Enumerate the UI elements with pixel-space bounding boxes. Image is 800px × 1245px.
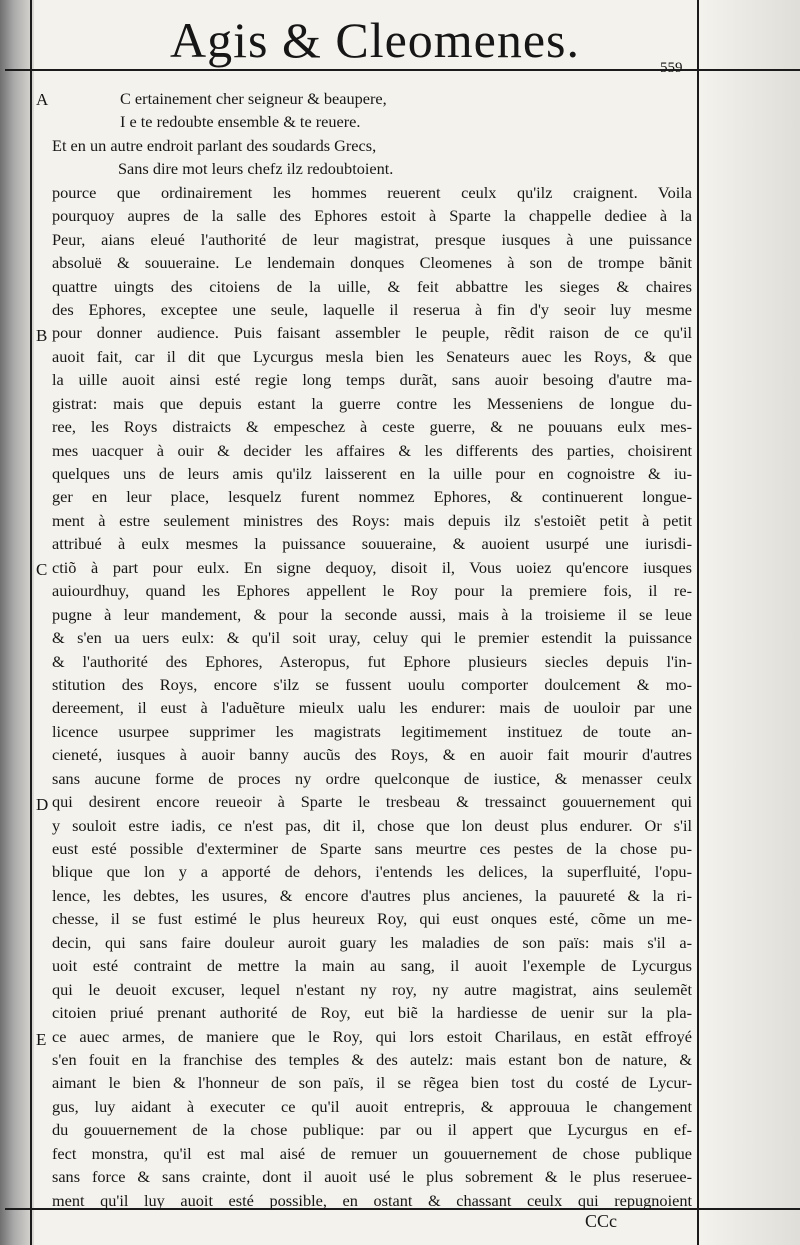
text-line: ree, les Roys distraicts & empeschez à ceste guerre, & ne pouuans eulx mes- (52, 417, 692, 437)
text-line: uoit esté contraint de mettre la main au sang, il auoit l'exemple de Lycurgus (52, 956, 692, 976)
verse-line: Sans dire mot leurs chefz ilz redoubtoient. (118, 159, 394, 179)
text-line: fect monstra, qu'il est mal aisé de remuer un gouuernement de chose publique (52, 1143, 692, 1163)
left-margin-rule (30, 0, 32, 1245)
text-line: dereement, il eust à l'aduẽture mieulx ualu les endurer: mais de uouloir par une (52, 698, 692, 718)
margin-letter-e: E (36, 1030, 47, 1049)
text-line: quelques uns de leurs amis qu'ilz laisserent en la uille pour en cognoistre & iu- (52, 464, 692, 483)
text-line: absoluë & souueraine. Le lendemain donques Cleomenes à son de trompe bãnit (52, 253, 692, 273)
text-line: cieneté, iusques à auoir banny aucũs des Roys, & en auoir fait mourir d'autres (52, 745, 692, 765)
scan-edge-shadow (700, 0, 800, 1245)
text-line: & s'en ua uers eulx: & qu'il soit uray, celuy qui le premier estendit la puissance (52, 628, 692, 648)
page-number: 559 (660, 60, 683, 76)
prose-intro-line: Et en un autre endroit parlant des soudards Grecs, (52, 135, 377, 155)
verse-line: I e te redoubte ensemble & te reuere. (120, 112, 361, 132)
running-title: Agis & Cleomenes. (170, 12, 581, 68)
text-line: pource que ordinairement les hommes reuerent ceulx qu'ilz craignent. Voila (52, 182, 692, 202)
text-line: y souloit estre iadis, ce n'est pas, dit il, chose que lon deust plus endurer. Or s'il (52, 815, 692, 835)
text-line: pourquoy aupres de la salle des Ephores estoit à Sparte la chappelle dediee à la (52, 206, 692, 226)
prose-paragraph (52, 181, 692, 1212)
text-line: aimant le bien & l'honneur de son païs, il se rẽgea bien tost du costé de Lycur- (52, 1073, 692, 1093)
scan-gutter-shadow (0, 0, 34, 1245)
text-line: quattre uingts des citoiens de la uille, & feit abbattre les sieges & chaires (52, 276, 692, 296)
text-line: pugne à leur mandement, & pour la seconde aussi, mais à la troisieme il se leue (52, 604, 692, 624)
body-text (52, 87, 692, 1212)
text-line: sans force & sans crainte, dont il auoit usé le plus sobrement & le plus reserueе- (52, 1167, 692, 1187)
margin-letter-c: C (36, 560, 48, 579)
text-line: Peur, aians eleué l'authorité de leur magistrat, presque iusques à une puissance (52, 229, 692, 249)
text-line: auiourdhuy, quand les Ephores appellent le Roy pour la premiere fois, il re- (52, 581, 692, 601)
text-line: qui desirent encore reueoir à Sparte le tresbeau & tressainct gouuernement qui (52, 792, 692, 812)
text-line: des Ephores, exceptee une seule, laquelle il reserua à fin d'y seoir luy mesme (52, 299, 692, 319)
text-line: decin, qui sans faire douleur auroit guary les maladies de son païs: mais s'il a- (52, 932, 692, 952)
text-line: sans aucune forme de proces ny ordre quelconque de iustice, & menasser ceulx (52, 768, 692, 788)
text-line: ger en leur place, lesquelz furent nommez Ephores, & continuerent longue- (52, 487, 692, 507)
text-line: auoit fait, car il dit que Lycurgus mesla bien les Senateurs auec les Roys, & que (52, 346, 692, 366)
text-line: ce auec armes, de maniere que le Roy, qui lors estoit Charilaus, en estãt effroyé (52, 1026, 692, 1046)
text-line: eust esté possible d'exterminer de Sparte sans meurtre ces pestes de la chose pu- (52, 839, 692, 858)
text-line: citoien priué prenant authorité de Roy, eut biẽ la hardiesse de uenir sur la pla- (52, 1003, 692, 1023)
text-line: & l'authorité des Ephores, Asteropus, fut Ephore plusieurs siecles depuis l'in- (52, 651, 692, 671)
text-line: stitution des Roys, encore s'ilz se fussent uoulu comporter doulcement & mo- (52, 674, 692, 694)
text-line: gistrat: mais que depuis estant la guerre contre les Messeniens de longue du- (52, 393, 692, 413)
text-line: lence, les debtes, les usures, & encore d'autres plus ancienes, la pauureté & la ri- (52, 885, 692, 905)
text-line: gus, luy aidant à executer ce qu'il auoit entrepris, & approuua le changement (52, 1096, 692, 1116)
right-margin-rule (697, 0, 699, 1245)
text-line: mes uacquer à ouir & decider les affaires & les differents des parties, choisirent (52, 440, 692, 460)
text-line: la uille auoit ainsi esté regie long temps durãt, sans auoir besoing d'autre ma- (52, 370, 692, 390)
verse-line: C ertainement cher seigneur & beaupere, (120, 89, 387, 108)
text-line: licence usurpee supprimer les magistrats legitimement instituez de toute an- (52, 721, 692, 741)
text-line: blique que lon y a apporté de dehors, i'entends les delices, la superfluité, l'opu- (52, 862, 692, 882)
text-line: ment qu'il luy auoit esté possible, en ostant & chassant ceulx qui repugnoient (52, 1190, 692, 1210)
text-line: s'en fouit en la franchise des temples & des autelz: mais estant bon de nature, & (52, 1049, 692, 1069)
text-line: chesse, il se fust estimé le plus heureux Roy, qui eust onques esté, cõme un me- (52, 909, 692, 929)
margin-letter-d: D (36, 795, 49, 814)
text-line: pour donner audience. Puis faisant assembler le peuple, rẽdit raison de ce qu'il (52, 323, 692, 343)
text-line: qui le deuoit excuser, lequel n'estant ny roy, ny autre magistrat, ains seulemẽt (52, 979, 692, 999)
text-line: ment à estre seulement ministres des Roys: mais depuis ilz s'estoiẽt petit à petit (52, 510, 692, 530)
text-line: attribué à eulx mesmes la puissance souueraine, & auoient usurpé une iurisdi- (52, 534, 692, 554)
signature-mark: CCc (585, 1211, 618, 1231)
margin-letter-a: A (36, 90, 49, 109)
margin-letter-b: B (36, 326, 48, 345)
text-line: du gouuernement de la chose publique: par ou il appert que Lycurgus en ef- (52, 1120, 692, 1140)
text-line: ctiõ à part pour eulx. En signe dequoy, disoit il, Vous uoiez qu'encore iusques (52, 557, 692, 577)
